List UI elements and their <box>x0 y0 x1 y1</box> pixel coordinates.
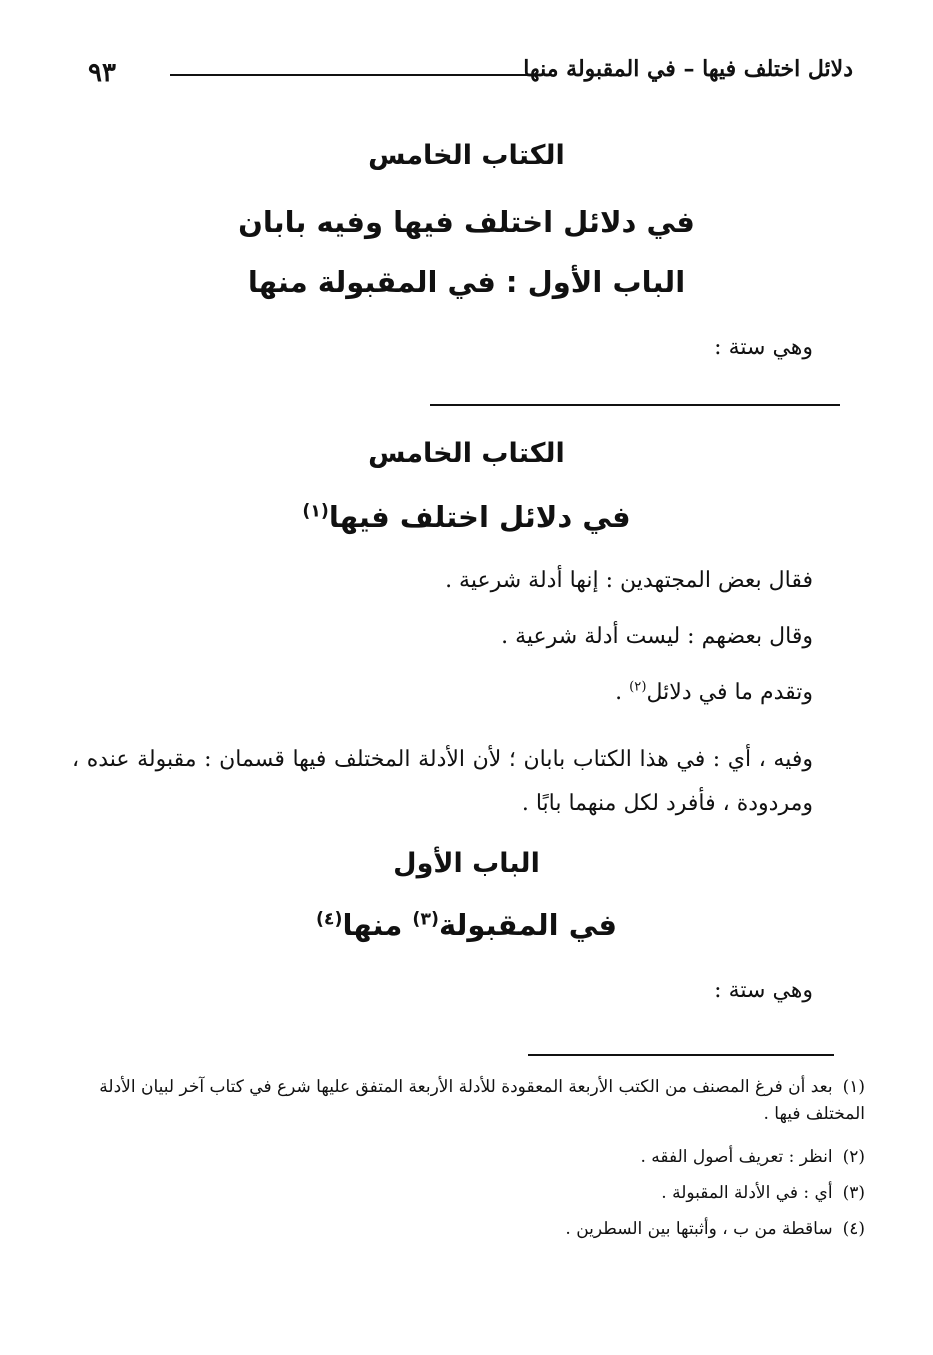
outline-chapter-title: الباب الأول : في المقبولة منها <box>247 265 686 299</box>
footnote-text: ساقطة من ب ، وأثبتها بين السطرين . <box>565 1219 833 1239</box>
footnote-ref-2: (٢) <box>629 679 647 695</box>
count-line: وهي ستة : <box>714 978 813 1003</box>
footnote-ref-4: (٤) <box>315 909 343 930</box>
footnote-text: بعد أن فرغ المصنف من الكتب الأربعة المعقودة للأدلة الأربعة المتفق عليها شرع في كتاب آخر لبيان الأدلة المختلف فيها . <box>99 1077 865 1124</box>
book-title: الكتاب الخامس <box>368 438 565 469</box>
footnote-number: (١) <box>842 1077 865 1097</box>
text-line-3-end: . <box>615 680 630 705</box>
outline-book-subtitle: في دلائل اختلف فيها وفيه بابان <box>238 205 695 239</box>
running-header-title: دلائل اختلف فيها – في المقبولة منها <box>523 56 853 82</box>
chapter-subtitle <box>0 908 933 942</box>
book-subtitle-text: في دلائل اختلف فيها <box>328 500 631 534</box>
footnote-ref-3: (٣) <box>412 909 439 930</box>
chapter-subtitle-b: منها <box>342 908 413 942</box>
footnote-1 <box>96 1074 865 1128</box>
footnote-ref-1: (١) <box>302 501 329 522</box>
commentary-paragraph: وفيه ، أي : في هذا الكتاب بابان ؛ لأن الأدلة المختلف فيها قسمان : مقبولة عنده ، ومردودة ، فأفرد لكل منهما بابًا . <box>72 747 813 816</box>
footnote-number: (٤) <box>842 1219 865 1239</box>
outline-count-line: وهي ستة : <box>714 335 813 360</box>
footnote-text: أي : في الأدلة المقبولة . <box>661 1183 833 1203</box>
footnote-text: انظر : تعريف أصول الفقه . <box>640 1147 833 1167</box>
footnote-3 <box>96 1180 865 1207</box>
footnote-2 <box>96 1144 865 1171</box>
footnote-number: (٣) <box>842 1183 865 1203</box>
text-line-3-body: وتقدم ما في دلائل <box>646 680 813 705</box>
text-line-3 <box>615 680 813 705</box>
header-rule <box>170 74 530 76</box>
footnote-number: (٢) <box>842 1147 865 1167</box>
section-separator <box>430 404 840 406</box>
outline-book-title: الكتاب الخامس <box>368 140 565 171</box>
footnote-separator <box>528 1054 834 1056</box>
chapter-title: الباب الأول <box>393 848 540 879</box>
page-number: ٩٣ <box>88 58 116 88</box>
chapter-subtitle-a: في المقبولة <box>438 908 618 942</box>
text-line-2: وقال بعضهم : ليست أدلة شرعية . <box>501 624 813 649</box>
footnote-4 <box>96 1216 865 1243</box>
book-subtitle <box>0 500 933 534</box>
text-line-1: فقال بعض المجتهدين : إنها أدلة شرعية . <box>445 568 813 593</box>
